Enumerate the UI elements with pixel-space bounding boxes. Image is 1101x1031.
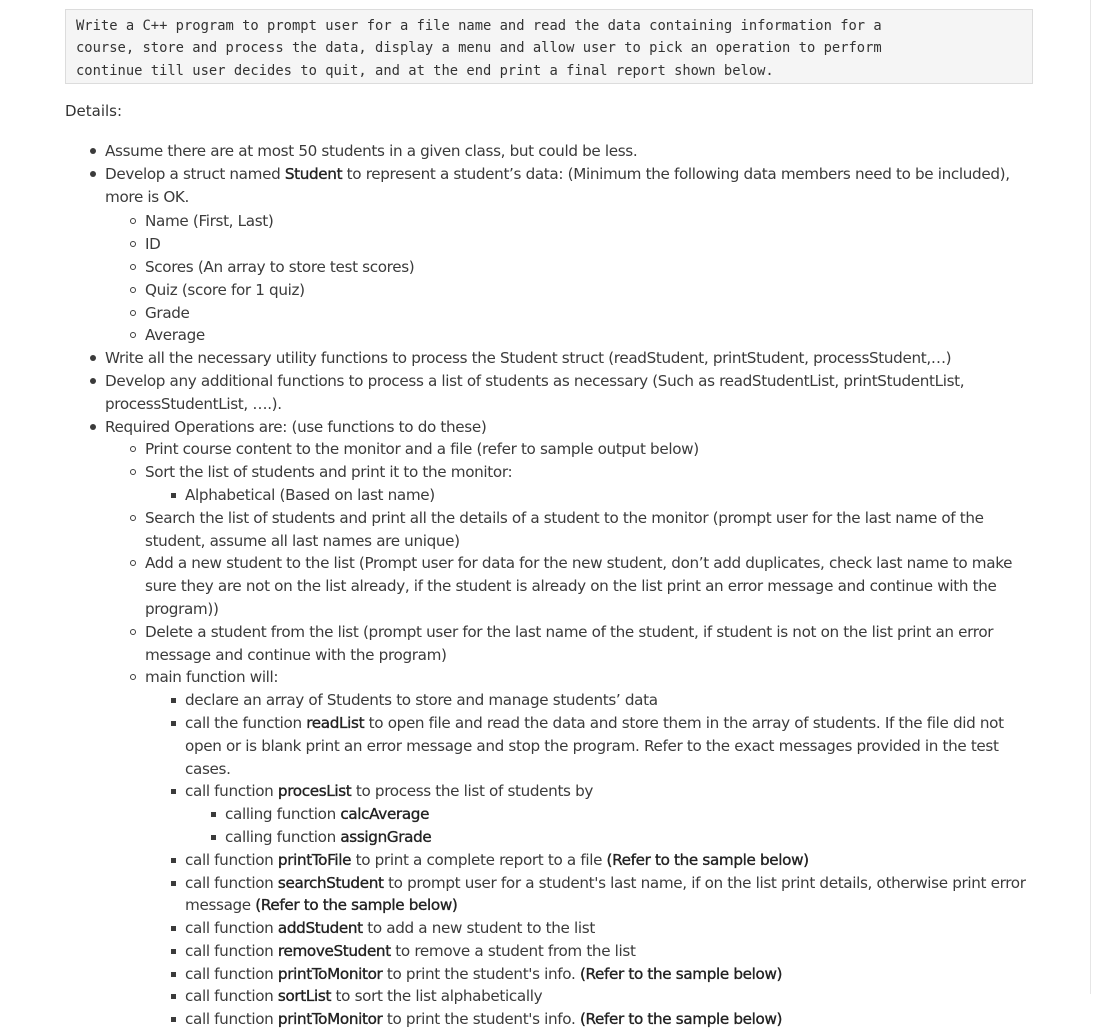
list-item: call the function readList to open file and read the data and store them in the array of students. If the file did not open or is blank print an error message and stop the program. Refer to the exact messages provided in the test cases.: [185, 712, 1040, 780]
process-steps-list: [225, 803, 1040, 849]
page-scrollbar-track[interactable]: [1090, 0, 1091, 994]
list-item: Develop a struct named Student to represent a student’s data: (Minimum the following data members need to be included), more is OK. Name (First, Last) ID Scores (An array to store test scores) Quiz (score for 1 quiz) Grade Average: [105, 163, 1040, 347]
main-function-list: [185, 689, 1040, 1031]
bold-term: printToFile: [277, 850, 352, 869]
bold-term: (Refer to the sample below): [255, 896, 458, 915]
bold-term: (Refer to the sample below): [579, 1010, 783, 1029]
list-item: Grade: [145, 302, 1040, 325]
bold-term: removeStudent: [277, 941, 391, 960]
code-line: continue till user decides to quit, and at the end print a final report shown below.: [76, 62, 774, 79]
bold-term: assignGrade: [340, 827, 432, 846]
bold-term: readList: [306, 713, 365, 732]
list-item: calling function calcAverage: [225, 803, 1040, 826]
bold-term: (Refer to the sample below): [606, 850, 809, 869]
list-item: call function sortList to sort the list alphabetically: [185, 985, 1040, 1008]
bold-term: Student: [284, 164, 343, 183]
list-item: call function printToMonitor to print the student's info. (Refer to the sample below): [185, 963, 1040, 986]
list-item: call function addStudent to add a new student to the list: [185, 917, 1040, 940]
details-heading: Details:: [65, 102, 123, 120]
list-item: call function searchStudent to prompt user for a student's last name, if on the list print details, otherwise print error message (Refer to the sample below): [185, 872, 1040, 918]
list-item: Add a new student to the list (Prompt user for data for the new student, don’t add duplicates, check last name to make sure they are not on the list already, if the student is already on the list print an error message and continue with the program)): [145, 552, 1040, 620]
list-item: ID: [145, 233, 1040, 256]
list-item: Develop any additional functions to process a list of students as necessary (Such as readStudentList, printStudentList, processStudentList, ….).: [105, 370, 1040, 416]
list-item: Name (First, Last): [145, 210, 1040, 233]
bold-term: searchStudent: [277, 873, 384, 892]
list-item: call function procesList to process the list of students by calling function calcAverage calling function assignGrade: [185, 780, 1040, 848]
list-item: Delete a student from the list (prompt user for the last name of the student, if student is not on the list print an error message and continue with the program): [145, 621, 1040, 667]
list-item: Print course content to the monitor and a file (refer to sample output below): [145, 438, 1040, 461]
list-item: Quiz (score for 1 quiz): [145, 279, 1040, 302]
list-item: Sort the list of students and print it to the monitor: Alphabetical (Based on last name): [145, 461, 1040, 507]
code-line: Write a C++ program to prompt user for a file name and read the data containing information for a: [76, 18, 882, 34]
sort-options-list: [185, 484, 1040, 507]
problem-statement-code-block: [65, 9, 1033, 84]
list-item: call function removeStudent to remove a student from the list: [185, 940, 1040, 963]
list-item: Required Operations are: (use functions to do these) Print course content to the monitor and a file (refer to sample output below) Sort the list of students and print it to the monitor: Alphabetical (Based on last name) Search the list of students and print all the details of a student to the monitor (prompt user for the last name of the student, assume all last names are unique) Add a new student to the list (Prompt user for data for the new student, don’t add duplicates, check last name to make sure they are not on the list already, if the student is already on the list print an error message and continue with the program)) Delete a student from the list (prompt user for the last name of the student, if student is not on the list print an error message and continue with the program) main function will: declare an array of Students to store and manage students’ data call the function readList to open file and read the data and store them in the array of students. If the file did not open or is blank print an error message and stop the program. Refer to the exact messages provided in the test cases. call function procesList to process the list of students by calling function calcAverage calling function assignGrade call function printToFile to print a complete report to a file (Refer to the sample below) call function searchStudent to prompt user for a student's last name, if on the list print details, otherwise print error message (Refer to the sample below) call function addStudent to add a new student to the list call function removeStudent to remove a student from the list call function printToMonitor to print the student's info. (Refer to the sample below) call function sortList to sort the list alphabetically call function printToMonitor to print the student's info. (Refer to the sample below): [105, 416, 1040, 1031]
bold-term: printToMonitor: [277, 1010, 383, 1029]
operations-list: [145, 438, 1040, 1031]
list-item: call function printToMonitor to print the student's info. (Refer to the sample below): [185, 1008, 1040, 1031]
bold-term: addStudent: [277, 919, 363, 938]
list-item: Assume there are at most 50 students in a given class, but could be less.: [105, 140, 1040, 163]
struct-members-list: [145, 210, 1040, 347]
list-item: Search the list of students and print all the details of a student to the monitor (prompt user for the last name of the student, assume all last names are unique): [145, 507, 1040, 553]
list-item: declare an array of Students to store and manage students’ data: [185, 689, 1040, 712]
list-item: calling function assignGrade: [225, 826, 1040, 849]
list-item: Alphabetical (Based on last name): [185, 484, 1040, 507]
bold-term: sortList: [277, 987, 332, 1006]
list-item: main function will: declare an array of Students to store and manage students’ data call the function readList to open file and read the data and store them in the array of students. If the file did not open or is blank print an error message and stop the program. Refer to the exact messages provided in the test cases. call function procesList to process the list of students by calling function calcAverage calling function assignGrade call function printToFile to print a complete report to a file (Refer to the sample below) call function searchStudent to prompt user for a student's last name, if on the list print details, otherwise print error message (Refer to the sample below) call function addStudent to add a new student to the list call function removeStudent to remove a student from the list call function printToMonitor to print the student's info. (Refer to the sample below) call function sortList to sort the list alphabetically call function printToMonitor to print the student's info. (Refer to the sample below): [145, 666, 1040, 1031]
list-item: Average: [145, 324, 1040, 347]
list-item: Scores (An array to store test scores): [145, 256, 1040, 279]
code-line: course, store and process the data, display a menu and allow user to pick an operation to perform: [76, 40, 882, 57]
requirements-list: [105, 140, 1040, 1031]
bold-term: calcAverage: [340, 805, 430, 824]
bold-term: (Refer to the sample below): [579, 964, 783, 983]
list-item: call function printToFile to print a complete report to a file (Refer to the sample below): [185, 849, 1040, 872]
bold-term: printToMonitor: [277, 964, 383, 983]
bold-term: procesList: [277, 782, 352, 801]
list-item: Write all the necessary utility functions to process the Student struct (readStudent, printStudent, processStudent,…): [105, 347, 1040, 370]
